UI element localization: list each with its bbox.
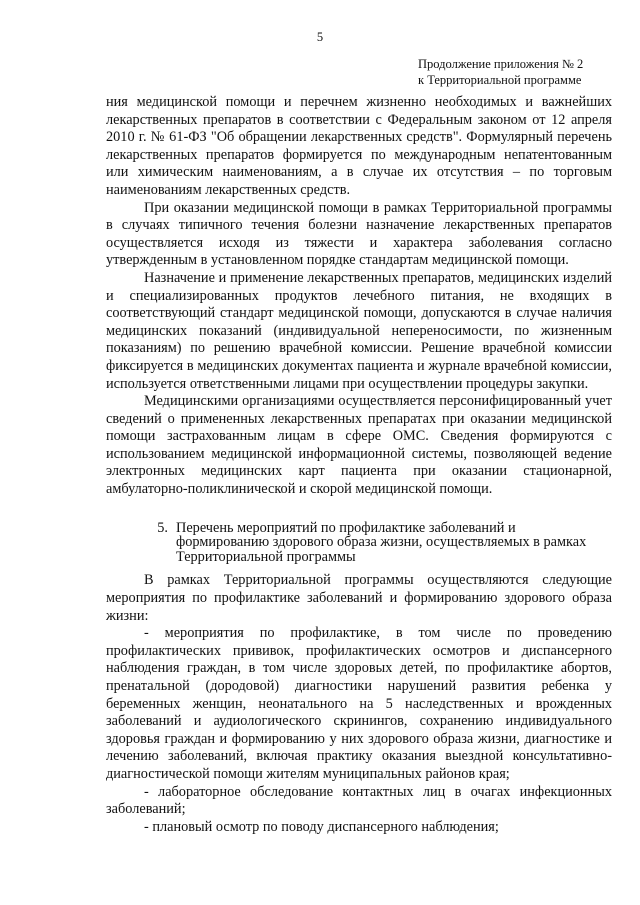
- page-number: 5: [316, 30, 324, 44]
- list-item-lab-testing: - лабораторное обследование контактных лиц в очагах инфекционных заболеваний;: [106, 783, 612, 818]
- list-item-planned-exam: - плановый осмотр по поводу диспансерного наблюдения;: [144, 818, 499, 835]
- paragraph-prescription: Назначение и применение лекарственных препаратов, медицинских изделий и специализированных продуктов лечебного питания, не входящих в соответствующий стандарт медицинской помощи, допускаются в случае наличия медицинских показаний (индивидуальной непереносимости, по жизненным показаниям) по решению врачебной комиссии. Решение врачебной комиссии фиксируется в медицинских документах пациента и журнале врачебной комиссии, используется ответственными лицами при осуществлении процедуры закупки.: [106, 269, 612, 392]
- paragraph-measures-intro: В рамках Территориальной программы осуществляются следующие мероприятия по профилактике заболеваний и формированию здорового образа жизни:: [106, 572, 612, 624]
- section-number: 5.: [157, 519, 168, 536]
- paragraph-personified-records: Медицинскими организациями осуществляется персонифицированный учет сведений о примененных лекарственных препаратах при оказании медицинской помощи застрахованным лицам в сфере ОМС. Сведения формируются с использованием медицинской информационной системы, позволяющей ведение электронных медицинских карт пациента при оказании стационарной, амбулаторно-поликлинической и скорой медицинской помощи.: [106, 393, 612, 498]
- section-title: Перечень мероприятий по профилактике заболеваний и формированию здорового образа жизни, осуществляемых в рамках Территориальной программы: [176, 519, 587, 565]
- appendix-header: [418, 56, 583, 88]
- list-item-prevention: - мероприятия по профилактике, в том числе по проведению профилактических прививок, профилактических осмотров и диспансерного наблюдения граждан, в том числе здоровых детей, по профилактике абортов, пренатальной (дородовой) диагностики нарушений развития ребенка у беременных женщин, неонатального на 5 наследственных и врожденных заболеваний и аудиологического скринингов, сохранению индивидуального здоровья граждан и формированию у них здорового образа жизни, диагностике и лечению заболеваний, включая практику оказания выездной консультативно-диагностической помощи жителям муниципальных районов края;: [106, 625, 612, 782]
- paragraph-continuation: ния медицинской помощи и перечнем жизненно необходимых и важнейших лекарственных препаратов в соответствии с Федеральным законом от 12 апреля 2010 г. № 61-ФЗ "Об обращении лекарственных средств". Формулярный перечень лекарственных препаратов формируется по международным непатентованным или химическим наименованиям, а в случае их отсутствия – по торговым наименованиям лекарственных средств.: [106, 94, 612, 198]
- appendix-header-line-2: к Территориальной программе: [418, 73, 582, 87]
- appendix-header-line-1: Продолжение приложения № 2: [418, 57, 584, 71]
- paragraph-standards: При оказании медицинской помощи в рамках Территориальной программы в случаях типичного течения болезни назначение лекарственных препаратов осуществляется исходя из тяжести и характера заболевания согласно утвержденным в установленном порядке стандартам медицинской помощи.: [106, 199, 612, 269]
- section-heading: [106, 521, 612, 565]
- document-body: [106, 94, 612, 836]
